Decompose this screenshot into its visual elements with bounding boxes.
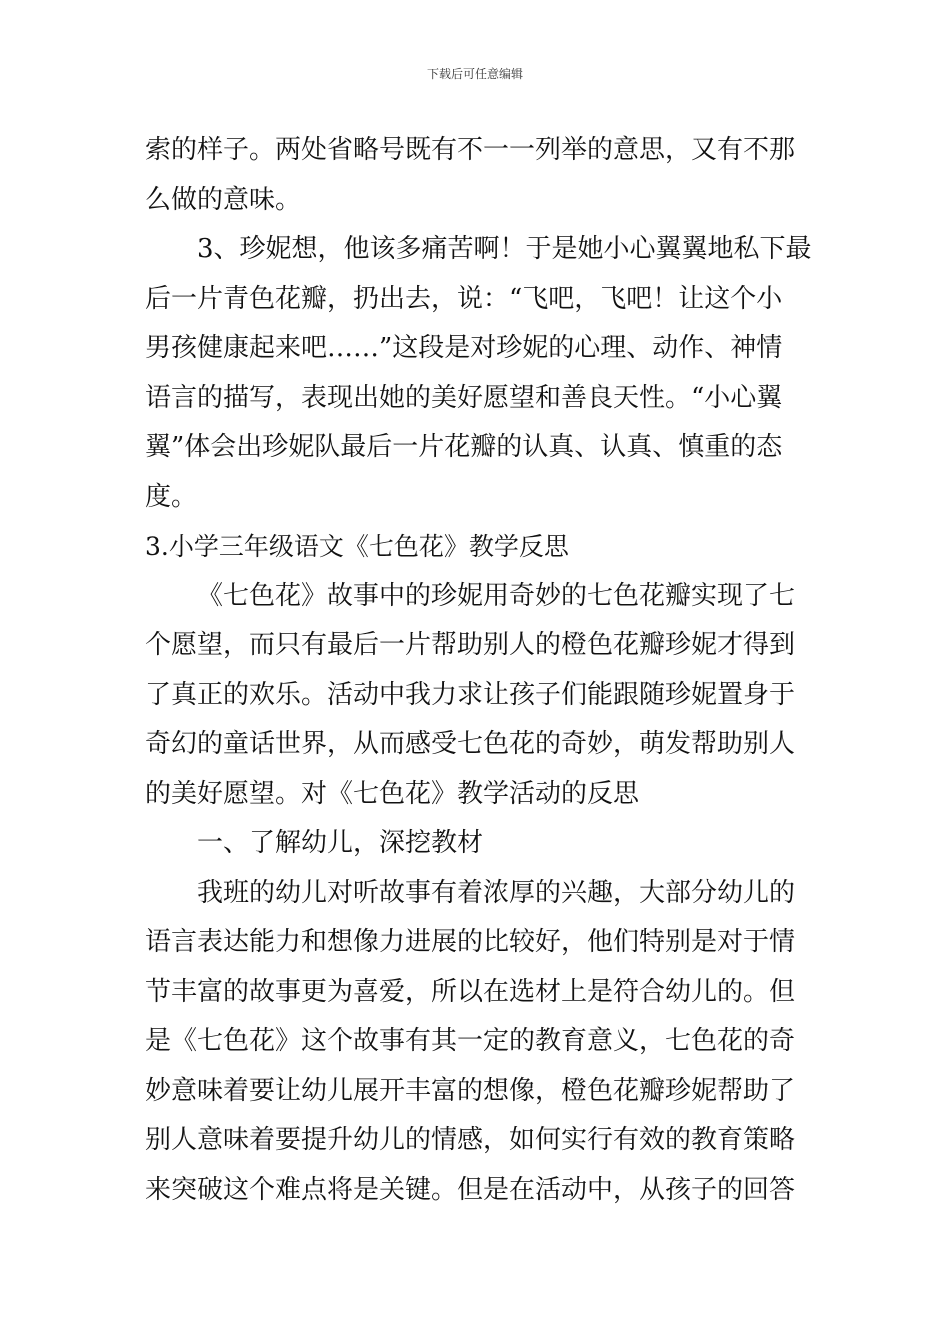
text-line: 来突破这个难点将是关键。但是在活动中，从孩子的回答 [145, 1174, 796, 1205]
text-line: 语言的描写，表现出她的美好愿望和善良天性。“小心翼 [145, 382, 783, 413]
text-line: 奇幻的童话世界，从而感受七色花的奇妙，萌发帮助别人 [145, 729, 796, 759]
paragraph-start: 3、珍妮想，他该多痛苦啊！于是她小心翼翼地私下最 [197, 234, 812, 264]
text-line: 么做的意味。 [145, 184, 302, 215]
page-header: 下载后可任意编辑 [426, 67, 523, 81]
text-line: 语言表达能力和想像力进展的比较好，他们特别是对于情 [145, 927, 796, 957]
text-line: 别人意味着要提升幼儿的情感，如何实行有效的教育策略 [145, 1125, 796, 1155]
text-line: 是《七色花》这个故事有其一定的教育意义，七色花的奇 [145, 1026, 796, 1056]
text-line: 索的样子。两处省略号既有不一一列举的意思，又有不那 [145, 135, 796, 165]
text-line: 个愿望，而只有最后一片帮助别人的橙色花瓣珍妮才得到 [145, 630, 796, 660]
paragraph-start: 我班的幼儿对听故事有着浓厚的兴趣，大部分幼儿的 [197, 877, 796, 908]
section-heading: 3.小学三年级语文《七色花》教学反思 [145, 532, 569, 561]
paragraph-start: 《七色花》故事中的珍妮用奇妙的七色花瓣实现了七 [197, 580, 796, 611]
text-line: 度。 [145, 481, 198, 512]
text-line: 妙意味着要让幼儿展开丰富的想像，橙色花瓣珍妮帮助了 [145, 1075, 796, 1106]
subsection-heading: 一、了解幼儿，深挖教材 [197, 828, 484, 858]
text-line: 节丰富的故事更为喜爱，所以在选材上是符合幼儿的。但 [145, 976, 796, 1007]
text-line: 男孩健康起来吧……”这段是对珍妮的心理、动作、神情 [145, 333, 783, 363]
text-line: 的美好愿望。对《七色花》教学活动的反思 [145, 778, 640, 809]
text-line: 后一片青色花瓣，扔出去，说：“飞吧，飞吧！让这个小 [145, 283, 783, 314]
text-line: 了真正的欢乐。活动中我力求让孩子们能跟随珍妮置身于 [145, 679, 796, 710]
text-line: 翼”体会出珍妮队最后一片花瓣的认真、认真、慎重的态 [145, 432, 783, 462]
document-body [145, 126, 810, 1215]
